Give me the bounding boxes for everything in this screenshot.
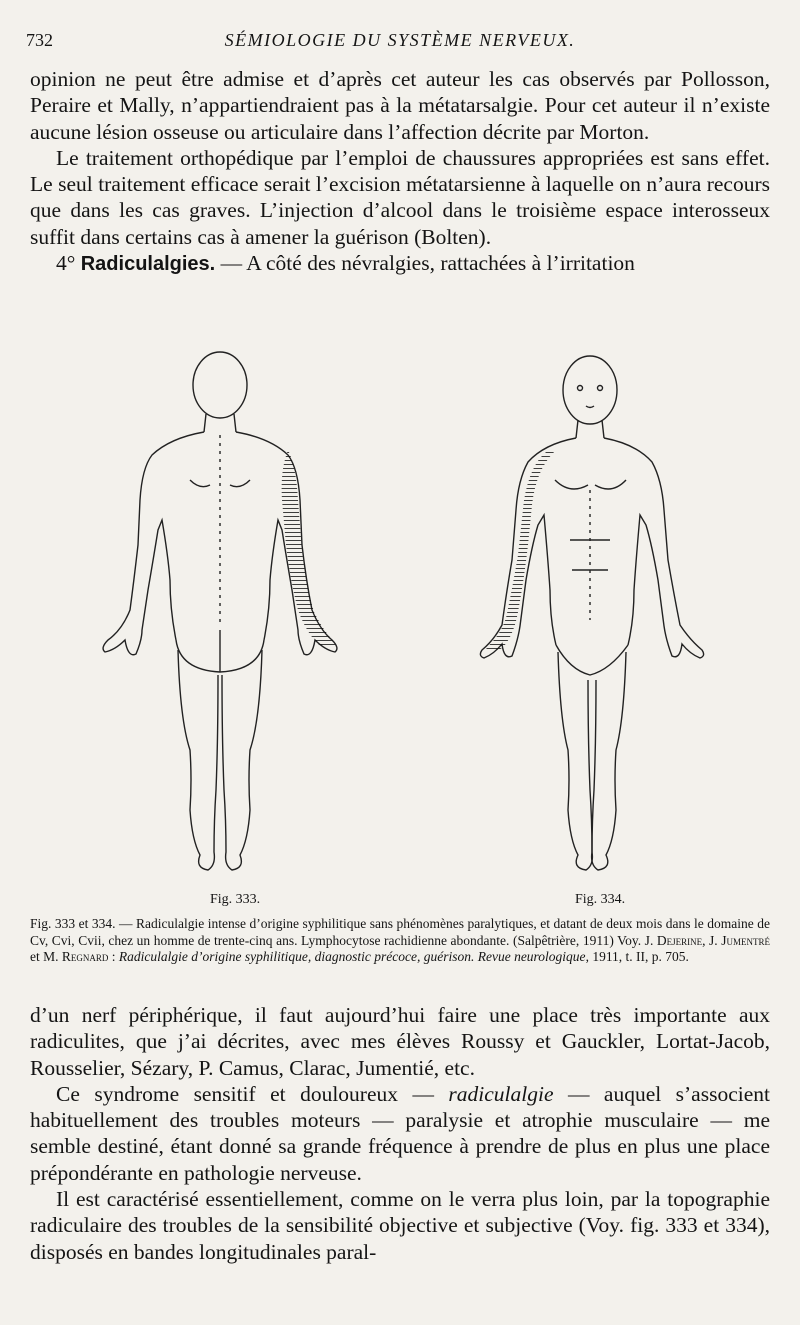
running-title: SÉMIOLOGIE DU SYSTÈME NERVEUX. xyxy=(224,30,576,50)
caption-author-1: Dejerine xyxy=(656,932,703,948)
caption-title: Radiculalgie d’origine syphilitique, diagnostic précoce, guérison. Revue neurologique xyxy=(118,949,586,964)
caption-part-2: , 1911, t. II, p. 705. xyxy=(585,949,689,964)
figure-anterior-body xyxy=(410,340,770,890)
figure-area xyxy=(30,340,770,910)
figure-posterior-body xyxy=(30,340,390,890)
caption-sep-3: : xyxy=(108,949,119,964)
caption-sep-2: et M. xyxy=(30,949,62,964)
section-text: — A côté des névralgies, rattachées à l’irritation xyxy=(215,251,635,276)
paragraph-5-start: Ce syndrome sensitif et douloureux — xyxy=(56,1081,449,1106)
caption-sep-1: , J. xyxy=(702,932,722,948)
paragraph-5 xyxy=(30,1081,770,1186)
figure-caption xyxy=(30,916,770,966)
bottom-text-block xyxy=(30,1002,770,1265)
paragraph-2: Le traitement orthopédique par l’emploi de chaussures appropriées est sans effet. Le seul traitement efficace serait l’excision métatarsienne à laquelle on n’aura recours que dans les cas graves. L’injection d’alcool dans le troisième espace interosseux suffit dans certains cas à amener la guérison (Bolten). xyxy=(30,145,770,249)
figure-334-label: Fig. 334. xyxy=(575,892,626,907)
section-number: 4° xyxy=(56,251,76,276)
page-number: 732 xyxy=(26,30,53,50)
paragraph-1: opinion ne peut être admise et d’après cet auteur les cas observés par Pollosson, Peraire et Mally, n’appartiendraient pas à la métatarsalgie. Pour cet auteur il n’existe aucune lésion osseuse ou articulaire dans l’affection décrite par Morton. xyxy=(30,67,770,144)
page-header xyxy=(26,30,774,56)
paragraph-6: Il est caractérisé essentiellement, comme on le verra plus loin, par la topographie radiculaire des troubles de la sensibilité objective et subjective (Voy. fig. 333 et 334), disposés en bandes longitudinales paral- xyxy=(30,1187,770,1264)
caption-author-2: Jumentré xyxy=(721,932,770,948)
figure-333-label: Fig. 333. xyxy=(210,892,261,907)
paragraph-3 xyxy=(30,250,770,277)
paragraph-5-end: — auquel s’associent habituellement des troubles moteurs — paralysie et atrophie musculaire — me semble destiné, étant donné sa grande fréquence à prendre de plus en plus une place prépondérante en pathologie nerveuse. xyxy=(30,1081,770,1185)
caption-part-1: Fig. 333 et 334. — Radiculalgie intense d’origine syphilitique sans phénomènes paralytiques, et datant de deux mois dans le domaine de Cv, Cvi, Cvii, chez un homme de trente-cinq ans. Lymphocytose rachidienne abondante. (Salpêtrière, 1911) Voy. J. xyxy=(30,916,770,948)
paragraph-5-italic: radiculalgie xyxy=(448,1081,554,1106)
caption-author-3: Regnard xyxy=(61,949,109,964)
paragraph-4: d’un nerf périphérique, il faut aujourd’hui faire une place très importante aux radiculites, que j’ai décrites, avec mes élèves Roussy et Gauckler, Lortat-Jacob, Rousselier, Sézary, P. Camus, Clarac, Jumentié, etc. xyxy=(30,1003,770,1080)
section-heading: Radiculalgies. xyxy=(80,253,216,276)
top-text-block xyxy=(30,66,770,277)
